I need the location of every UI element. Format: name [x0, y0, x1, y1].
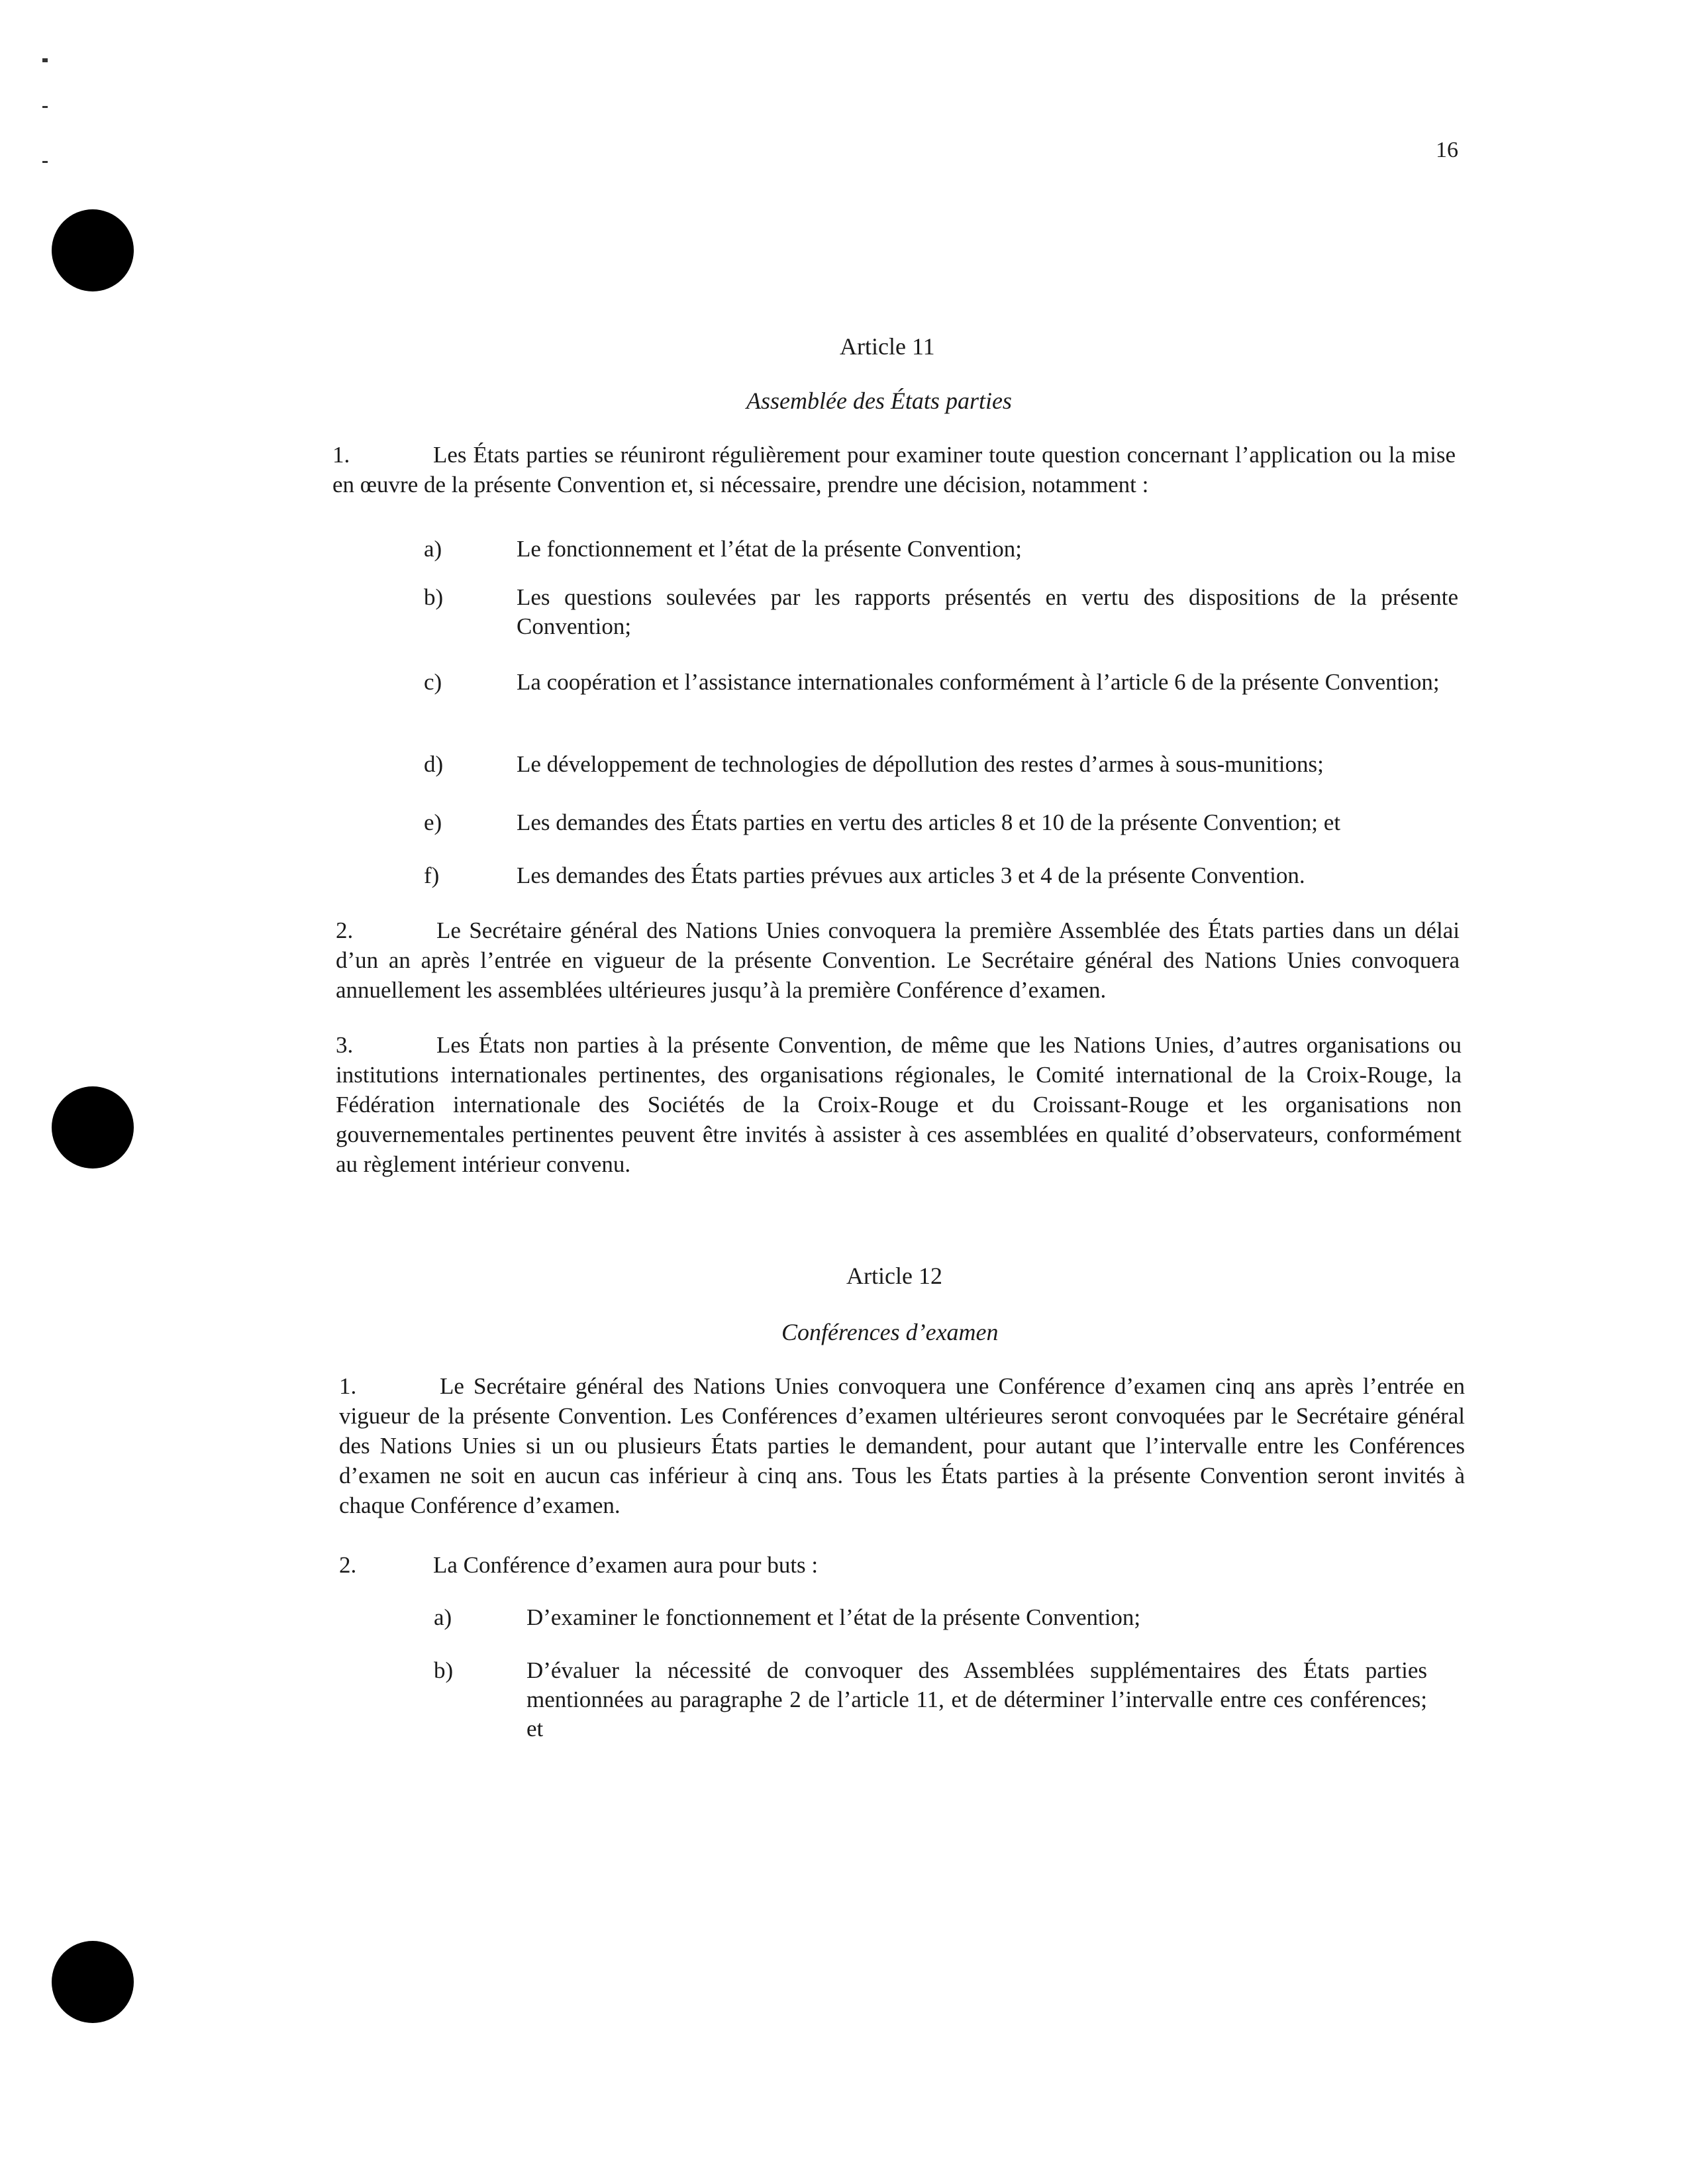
paragraph-number: 2. — [339, 1552, 357, 1578]
article-title: Article 12 — [846, 1263, 942, 1289]
list-item-letter: e) — [424, 809, 442, 835]
list-item-letter: d) — [424, 751, 444, 777]
paragraph-text: Le Secrétaire général des Nations Unies convoquera une Conférence d’examen cinq ans après l’entrée en vigueur de la présente Convention. Les Conférences d’examen ultérieures seront convoquées par le Secrétaire général des Nations Unies si un ou plusieurs États parties le demandent, pour autant que l’intervalle entre les Conférences d’examen ne soit en aucun cas inférieur à cinq ans. Tous les États parties à la présente Convention seront invités à chaque Conférence d’examen. — [339, 1373, 1465, 1518]
punch-hole — [52, 1941, 134, 2023]
article-subtitle: Conférences d’examen — [781, 1319, 999, 1345]
list-item-letter: a) — [424, 536, 442, 562]
list-item-text: D’évaluer la nécessité de convoquer des Assemblées supplémentaires des États parties mentionnées au paragraphe 2 de l’article 11, et de déterminer l’intervalle entre ces conférences; et — [526, 1657, 1427, 1742]
paragraph-text: La Conférence d’examen aura pour buts : — [433, 1552, 819, 1578]
paragraph-number: 1. — [332, 442, 350, 468]
list-item-text: Le fonctionnement et l’état de la présente Convention; — [517, 536, 1022, 562]
list-item-text: D’examiner le fonctionnement et l’état de la présente Convention; — [526, 1604, 1141, 1630]
article-12-paragraph-2 — [339, 1550, 1465, 1580]
list-item-text: Le développement de technologies de dépollution des restes d’armes à sous-munitions; — [517, 751, 1324, 777]
paragraph-text: Les États parties se réuniront régulièrement pour examiner toute question concernant l’application ou la mise en œuvre de la présente Convention et, si nécessaire, prendre une décision, notamment : — [332, 442, 1456, 497]
paragraph-number: 3. — [336, 1032, 354, 1058]
article-11-paragraph-3 — [336, 1030, 1462, 1179]
paragraph-number: 2. — [336, 917, 354, 943]
list-item-text: Les demandes des États parties prévues aux articles 3 et 4 de la présente Convention. — [517, 862, 1305, 888]
punch-hole — [52, 1086, 134, 1169]
list-item-letter: a) — [434, 1604, 452, 1630]
paragraph-text: Le Secrétaire général des Nations Unies convoquera la première Assemblée des États parties dans un délai d’un an après l’entrée en vigueur de la présente Convention. Le Secrétaire général des Nations Unies convoquera annuellement les assemblées ultérieures jusqu’à la première Conférence d’examen. — [336, 917, 1460, 1003]
article-11-paragraph-2 — [336, 915, 1460, 1005]
article-subtitle: Assemblée des États parties — [746, 388, 1012, 414]
scan-artifact — [42, 58, 48, 62]
paragraph-number: 1. — [339, 1373, 357, 1399]
paragraph-text: Les États non parties à la présente Convention, de même que les Nations Unies, d’autres organisations ou institutions internationales pertinentes, des organisations régionales, le Comité international de la Croix-Rouge, la Fédération internationale des Sociétés de la Croix-Rouge et du Croissant-Rouge et les organisations non gouvernementales pertinentes peuvent être invités à assister à ces assemblées en qualité d’observateurs, conformément au règlement intérieur convenu. — [336, 1032, 1462, 1177]
page-number: 16 — [1436, 138, 1458, 162]
scan-artifact — [42, 161, 48, 163]
list-item-letter: f) — [424, 862, 440, 888]
list-item-letter: c) — [424, 669, 442, 695]
list-item-letter: b) — [424, 584, 444, 610]
article-12-paragraph-1 — [339, 1371, 1465, 1520]
punch-hole — [52, 209, 134, 291]
list-item-text: Les demandes des États parties en vertu des articles 8 et 10 de la présente Convention; et — [517, 809, 1341, 835]
list-item-text: La coopération et l’assistance internationales conformément à l’article 6 de la présente Convention; — [517, 669, 1440, 695]
list-item-text: Les questions soulevées par les rapports présentés en vertu des dispositions de la présente Convention; — [517, 584, 1458, 639]
article-title: Article 11 — [840, 333, 935, 360]
scan-artifact — [42, 106, 48, 108]
article-11-paragraph-1 — [332, 440, 1456, 499]
list-item-letter: b) — [434, 1657, 454, 1683]
